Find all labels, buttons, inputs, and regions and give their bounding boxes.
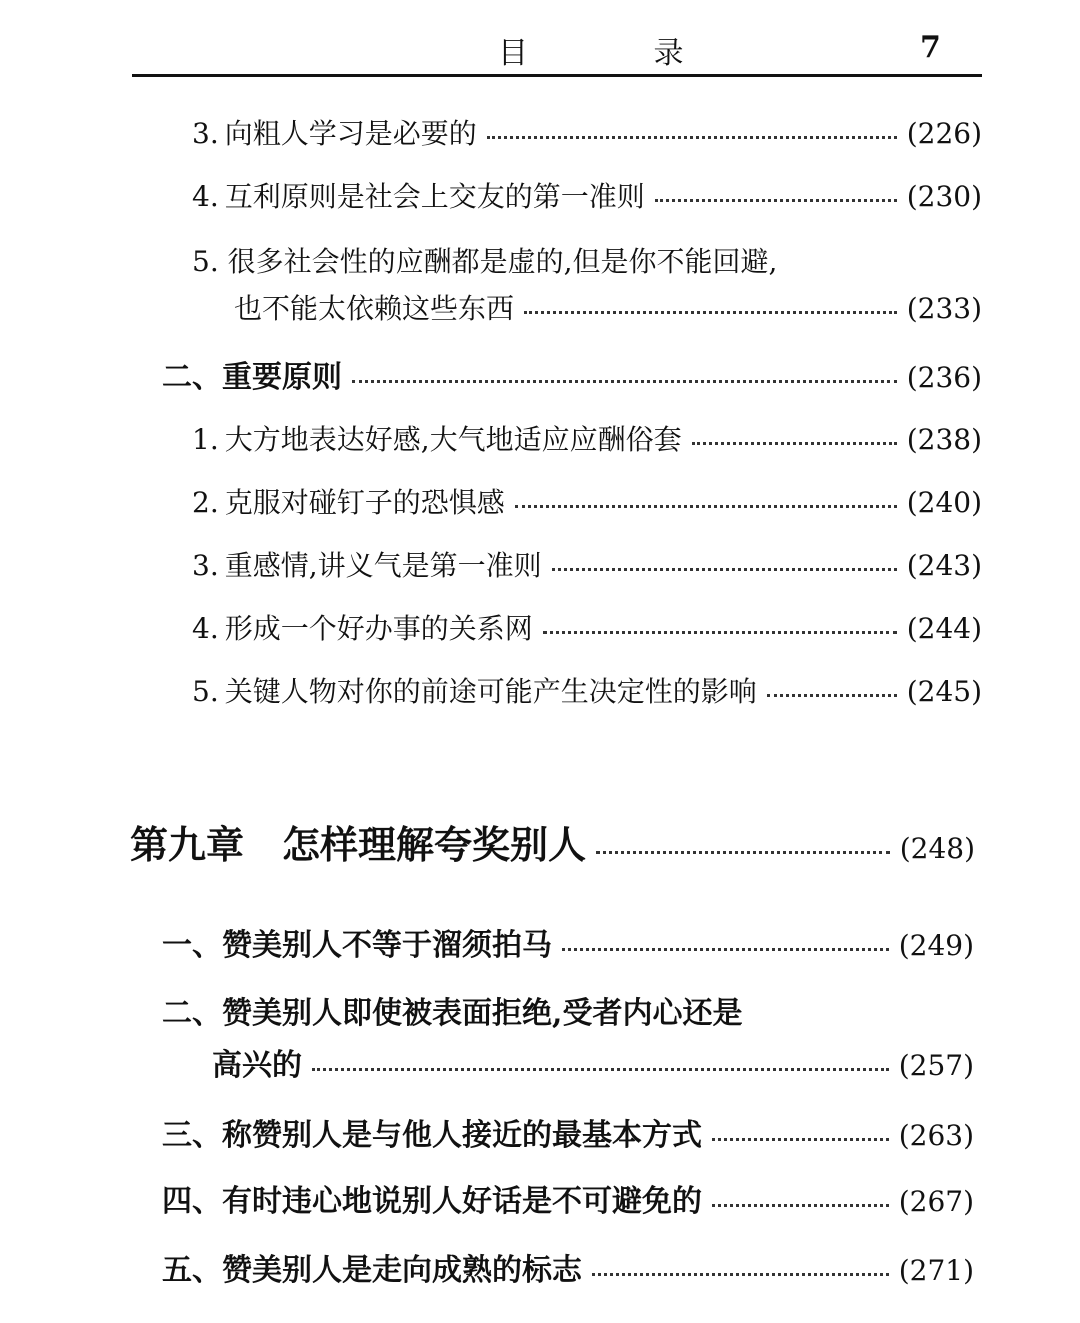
entry-title-continued: 也不能太依赖这些东西 bbox=[234, 292, 515, 325]
toc-entry bbox=[192, 670, 982, 710]
entry-title: 互利原则是社会上交友的第一准则 bbox=[224, 180, 645, 213]
section-title: 五、赞美别人是走向成熟的标志 bbox=[162, 1253, 582, 1288]
dot-leader bbox=[543, 631, 897, 634]
toc-entry bbox=[192, 418, 982, 458]
entry-number: 1. bbox=[192, 423, 219, 456]
section-title: 三、称赞别人是与他人接近的最基本方式 bbox=[162, 1118, 702, 1153]
dot-leader bbox=[712, 1138, 889, 1141]
entry-page: (233) bbox=[906, 292, 982, 325]
dot-leader bbox=[552, 568, 897, 571]
entry-page: (263) bbox=[898, 1119, 974, 1152]
dot-leader bbox=[596, 851, 890, 854]
entry-number: 4. bbox=[192, 612, 219, 645]
toc-entry bbox=[192, 607, 982, 647]
dot-leader bbox=[312, 1068, 889, 1071]
toc-entry bbox=[192, 544, 982, 584]
entry-page: (240) bbox=[906, 486, 982, 519]
entry-page: (257) bbox=[898, 1049, 974, 1082]
toc-section-heading bbox=[162, 920, 974, 964]
entry-page: (267) bbox=[898, 1185, 974, 1218]
section-title: 四、有时违心地说别人好话是不可避免的 bbox=[162, 1184, 702, 1219]
toc-section-heading bbox=[162, 1176, 974, 1220]
entry-page: (271) bbox=[898, 1254, 974, 1287]
entry-number: 2. bbox=[192, 486, 219, 519]
entry-page: (230) bbox=[906, 180, 982, 213]
toc-section-first-line bbox=[162, 988, 742, 1032]
toc-entry bbox=[192, 175, 982, 215]
dot-leader bbox=[655, 199, 897, 202]
dot-leader bbox=[352, 380, 897, 383]
dot-leader bbox=[487, 136, 897, 139]
section-title: 一、赞美别人不等于溜须拍马 bbox=[162, 928, 552, 963]
dot-leader bbox=[592, 1273, 889, 1276]
entry-number: 4. bbox=[192, 180, 219, 213]
section-title: 二、赞美别人即使被表面拒绝,受者内心还是 bbox=[162, 996, 743, 1031]
entry-number: 5. bbox=[192, 675, 219, 708]
entry-number: 3. bbox=[192, 549, 219, 582]
header-page-number: 7 bbox=[920, 30, 941, 65]
entry-title: 重感情,讲义气是第一准则 bbox=[224, 549, 542, 582]
entry-title: 向粗人学习是必要的 bbox=[224, 117, 477, 150]
dot-leader bbox=[562, 948, 889, 951]
toc-section-heading bbox=[212, 1040, 974, 1084]
toc-entry-first-line bbox=[192, 240, 777, 280]
dot-leader bbox=[712, 1204, 889, 1207]
entry-page: (238) bbox=[906, 423, 982, 456]
entry-page: (245) bbox=[906, 675, 982, 708]
entry-title: 很多社会性的应酬都是虚的,但是你不能回避, bbox=[227, 245, 778, 278]
dot-leader bbox=[524, 311, 897, 314]
entry-title: 克服对碰钉子的恐惧感 bbox=[224, 486, 505, 519]
page-header bbox=[0, 0, 1080, 80]
section-title-continued: 高兴的 bbox=[212, 1048, 302, 1083]
chapter-title: 第九章 怎样理解夸奖别人 bbox=[130, 822, 587, 867]
chapter-page: (248) bbox=[899, 832, 975, 865]
toc-entry bbox=[192, 112, 982, 152]
entry-title: 大方地表达好感,大气地适应应酬俗套 bbox=[224, 423, 682, 456]
dot-leader bbox=[692, 442, 897, 445]
entry-page: (226) bbox=[906, 117, 982, 150]
entry-page: (243) bbox=[906, 549, 982, 582]
entry-number: 3. bbox=[192, 117, 219, 150]
toc-section-heading bbox=[162, 1110, 974, 1154]
entry-title: 关键人物对你的前途可能产生决定性的影响 bbox=[224, 675, 757, 708]
entry-page: (236) bbox=[906, 361, 982, 394]
entry-page: (244) bbox=[906, 612, 982, 645]
toc-section-heading bbox=[162, 352, 982, 396]
dot-leader bbox=[515, 505, 897, 508]
entry-number: 5. bbox=[192, 245, 219, 278]
toc-section-heading bbox=[162, 1245, 974, 1289]
toc-chapter-heading bbox=[130, 814, 975, 869]
entry-page: (249) bbox=[898, 929, 974, 962]
toc-entry bbox=[234, 287, 982, 327]
header-title: 目 录 bbox=[498, 36, 742, 71]
header-rule bbox=[132, 74, 982, 77]
entry-title: 形成一个好办事的关系网 bbox=[224, 612, 533, 645]
section-title: 二、重要原则 bbox=[162, 360, 342, 395]
toc-entry bbox=[192, 481, 982, 521]
dot-leader bbox=[767, 694, 897, 697]
